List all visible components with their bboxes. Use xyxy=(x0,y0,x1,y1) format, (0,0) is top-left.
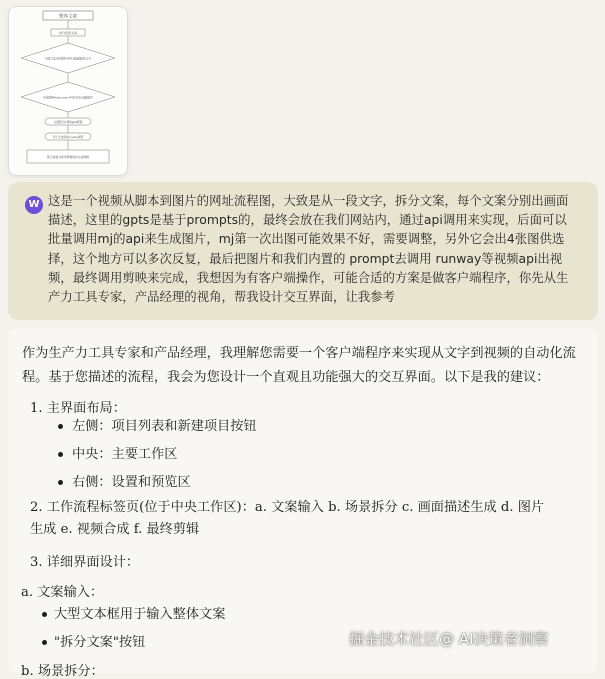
bullet-dot xyxy=(58,424,63,429)
assistant-message xyxy=(8,328,598,679)
user-message-text: 这是一个视频从脚本到图片的网址流程图，大致是从一段文字，拆分文案，每个文案分别出画面描述，这里的gpts是基于prompts的，最终会放在我们网站内，通过api调用来实现，后面可以批量调用mj的api来生成图片，mj第一次出图可能效果不好，需要调整，另外它会出4张图供选择，这个地方可以多次反复，最后把图片和我们内置的 prompt去调用 runway等视频api出视频，最终调用剪映来完成，我想因为有客户端操作，可能合适的方案是做客户端程序，你先从生产力工具专家，产品经理的视角，帮我设计交互界面，让我参考 xyxy=(48,193,569,305)
section-1-item-left: 左侧：项目列表和新建项目按钮 xyxy=(72,419,257,434)
subsection-a-item-textbox: 大型文本框用于输入整体文案 xyxy=(54,607,226,622)
flowchart-thumbnail[interactable] xyxy=(8,6,128,176)
section-1-item-center: 中央：主要工作区 xyxy=(72,447,178,462)
subsection-a-item-split-button: "拆分文案"按钮 xyxy=(54,635,146,650)
bullet-dot xyxy=(58,480,63,485)
user-avatar: W xyxy=(25,196,43,214)
subsection-a-title: a. 文案输入： xyxy=(21,585,104,600)
watermark: 掘金技术社区@ AI决策者洞察 xyxy=(349,630,549,648)
flowchart-title: 整体文案 xyxy=(59,14,77,20)
flowchart-decision-describe-label: 每段文案分别调用API生成画面描述文字 xyxy=(45,57,91,61)
section-1-title: 1. 主界面布局： xyxy=(30,401,126,416)
section-3-title: 3. 详细界面设计： xyxy=(30,555,140,570)
user-message xyxy=(8,182,598,320)
bullet-dot xyxy=(58,452,63,457)
flowchart-step-video-label: 用于生成视频runway调用 xyxy=(52,136,84,139)
section-1-item-right: 右侧：设置和预览区 xyxy=(72,475,191,490)
assistant-intro: 作为生产力工具专家和产品经理，我理解您需要一个客户端程序来实现从文字到视频的自动化流程。基于您描述的流程，我会为您设计一个直观且功能强大的交互界面。以下是我的建议： xyxy=(22,346,576,385)
flowchart-step-split-label: 拆分段落文案 xyxy=(58,31,78,35)
flowchart-decision-image-label: 分别调用MidJourney API生成对应画面图片 xyxy=(42,96,94,100)
flowchart-diagram xyxy=(9,7,127,175)
bullet-dot xyxy=(42,612,47,617)
section-2-text: 2. 工作流程标签页(位于中央工作区)：a. 文案输入 b. 场景拆分 c. 画面描述生成 d. 图片生成 e. 视频合成 f. 最终剪辑 xyxy=(30,500,545,537)
flowchart-step-voice-label: 文案配音并调用gpts配图 xyxy=(53,121,83,124)
bullet-dot xyxy=(42,640,47,645)
flowchart-step-edit-label: 整合视频并使用剪辑软件完成剪辑 xyxy=(47,155,89,159)
subsection-b-title: b. 场景拆分： xyxy=(21,664,104,679)
